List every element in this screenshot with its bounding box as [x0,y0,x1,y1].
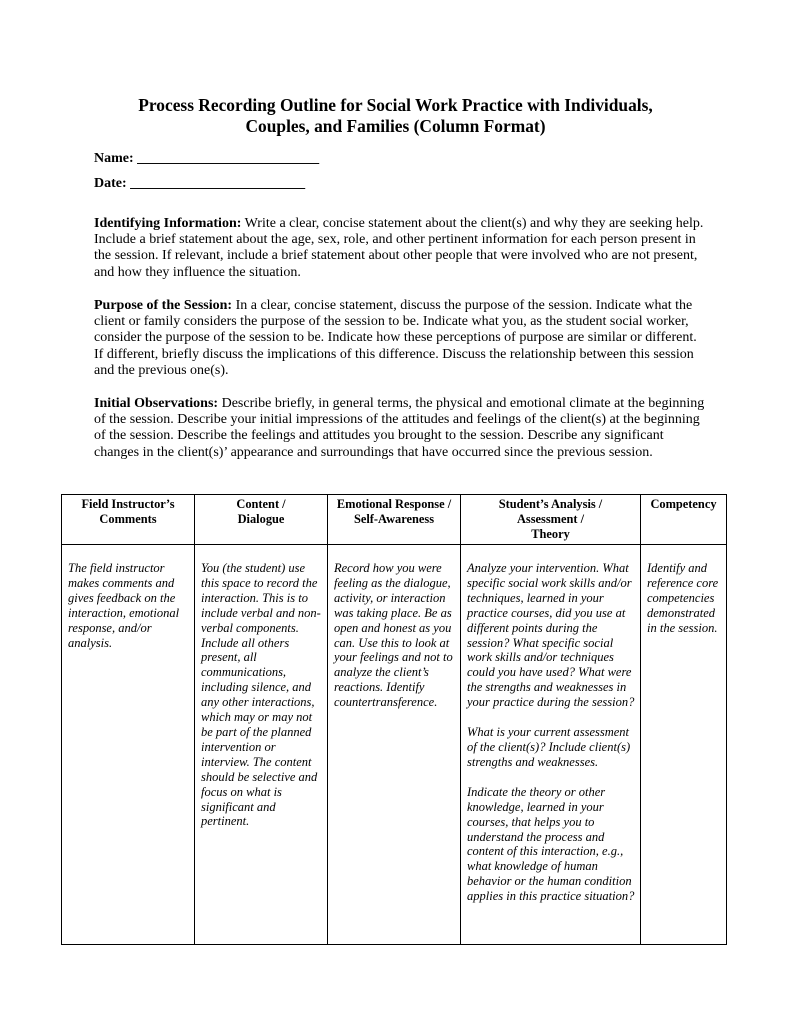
header-content-dialogue: Content / Dialogue [195,495,328,545]
process-recording-table [61,494,727,945]
cell-content-dialogue: You (the student) use this space to record the interaction. This is to include verbal and non-verbal components. Include all others present, all communications, including silence, and any other interactions, which may or may not be part of the planned intervention or interview. The content should be selective and focus on what is significant and pertinent. [195,545,328,945]
identifying-information-paragraph [94,216,706,281]
analysis-assessment-text: What is your current assessment of the client(s)? Include client(s) strengths and weaknesses. [467,725,631,769]
analysis-intervention-text: Analyze your intervention. What specific social work skills and/or techniques, learned in your practice courses, did you use at different points during the session? What specific social work skills and/or techniques could you have used? What were the strengths and weaknesses in your practice during the session? [467,561,635,710]
identifying-information-label: Identifying Information: [94,216,242,231]
header-competency: Competency [641,495,727,545]
purpose-of-session-paragraph [94,298,706,379]
header-emotional-response: Emotional Response / Self-Awareness [328,495,461,545]
table-header-row [62,495,727,545]
purpose-of-session-label: Purpose of the Session: [94,298,233,313]
header-students-analysis: Student’s Analysis / Assessment / Theory [461,495,641,545]
initial-observations-paragraph [94,396,706,461]
title-line-2: Couples, and Families (Column Format) [245,116,546,136]
title-line-1: Process Recording Outline for Social Work Practice with Individuals, [138,95,653,115]
purpose-of-session-text: In a clear, concise statement, discuss the purpose of the session. Indicate what the client or family considers the purpose of the session to be. Indicate what you, as the student social worker, consider the purpose of the session to be. Indicate how these perceptions of purpose are similar or different. If different, briefly discuss the implications of this difference. Discuss the relationship between this session and the previous one(s). [94,298,697,378]
cell-students-analysis [461,545,641,945]
initial-observations-text: Describe briefly, in general terms, the physical and emotional climate at the beginning of the session. Describe your initial impressions of the attitudes and feelings of the client(s) at the beginning of the session. Describe the feelings and attitudes you brought to the session. Describe any significant changes in the client(s)’ appearance and surroundings that have occurred since the previous session. [94,396,705,460]
cell-field-instructor-comments: The field instructor makes comments and gives feedback on the interaction, emotional response, and/or analysis. [62,545,195,945]
header-field-instructor-comments: Field Instructor’s Comments [62,495,195,545]
document-title [60,95,731,137]
analysis-theory-text: Indicate the theory or other knowledge, learned in your courses, that helps you to understand the process and content of this interaction, e.g., what knowledge of human behavior or the human condition applies in this practice situation? [467,784,635,904]
name-field: Name: __________________________ [94,151,320,166]
identifying-information-text: Write a clear, concise statement about the client(s) and why they are seeking help. Include a brief statement about the age, sex, role, and other pertinent information for each person present in the session. If relevant, include a brief statement about other people that were involved who are not present, and how they influence the situation. [94,216,704,280]
initial-observations-label: Initial Observations: [94,396,219,411]
date-field: Date: _________________________ [94,176,306,191]
cell-emotional-response: Record how you were feeling as the dialogue, activity, or interaction was taking place. Be as open and honest as you can. Use this to look at your feelings and not to analyze the client’s reactions. Identify countertransference. [328,545,461,945]
table-row [62,545,727,945]
cell-competency: Identify and reference core competencies demonstrated in the session. [641,545,727,945]
